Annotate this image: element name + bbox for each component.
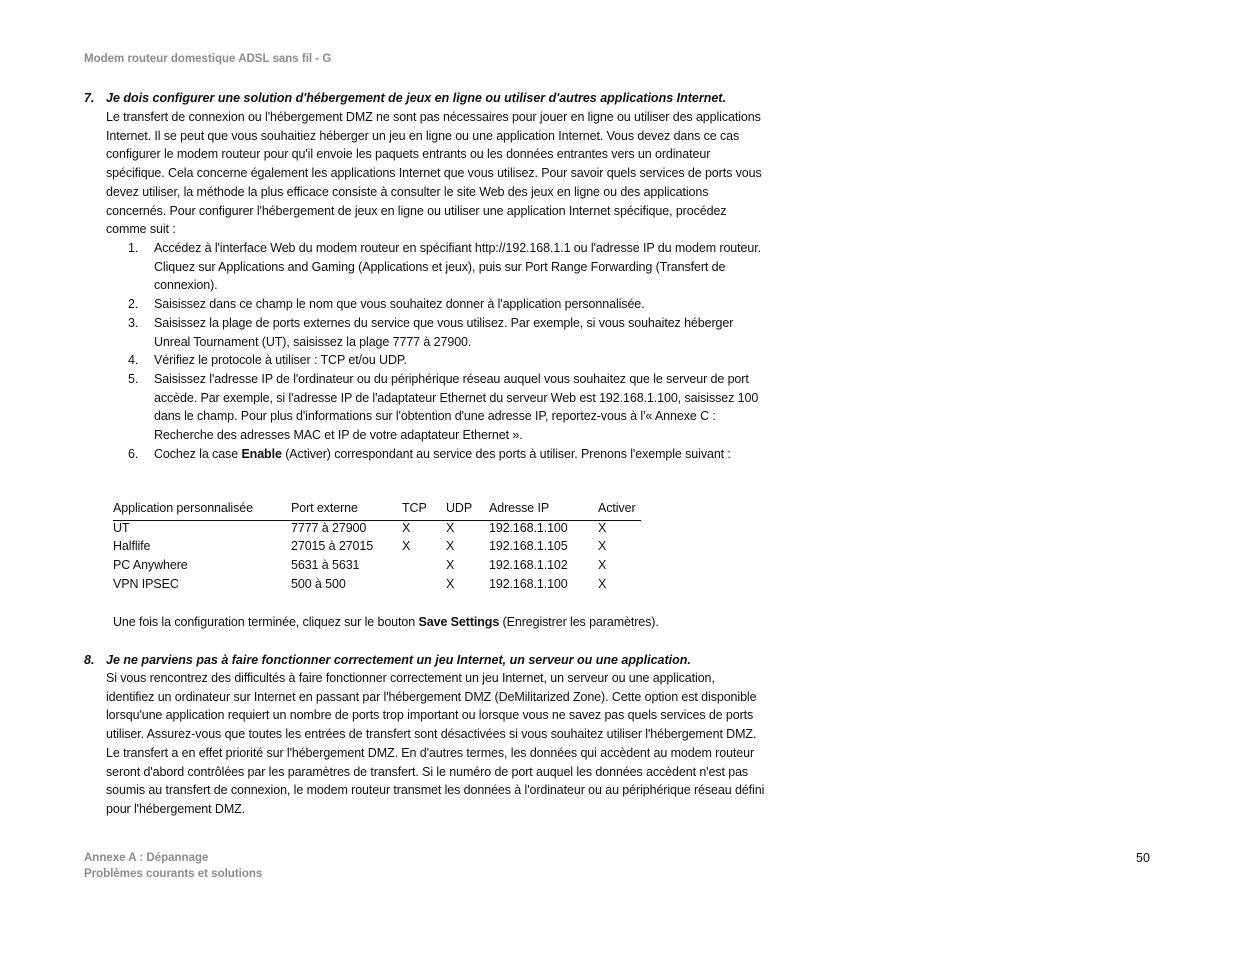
footer-subsection: Problèmes courants et solutions <box>84 868 263 880</box>
running-header: Modem routeur domestique ADSL sans fil - G <box>84 53 332 65</box>
step-text: Accédez à l'interface Web du modem routeur en spécifiant http://192.168.1.1 ou l'adresse IP du modem routeur. Cliquez sur Applications and Gaming (Applications et jeux), puis sur Port Range Forwarding (Transfert de connexion). <box>154 241 761 293</box>
enable-label: Enable <box>241 446 282 461</box>
port-forwarding-table <box>113 501 641 595</box>
table-cell: X <box>598 539 607 554</box>
table-cell: 192.168.1.100 <box>489 520 568 535</box>
column-header: Port externe <box>291 501 402 520</box>
step-item <box>128 314 768 351</box>
column-header: TCP <box>402 501 446 520</box>
step-text: Vérifiez le protocole à utiliser : TCP et/ou UDP. <box>154 353 407 368</box>
step-text: Saisissez dans ce champ le nom que vous souhaitez donner à l'application personnalisée. <box>154 297 645 312</box>
save-settings-label: Save Settings <box>418 615 500 629</box>
table-row <box>113 577 641 596</box>
step-number: 1. <box>128 241 139 255</box>
table-cell: 5631 à 5631 <box>291 558 360 573</box>
table-cell: X <box>598 576 607 591</box>
table-row <box>113 520 641 539</box>
page-footer <box>84 850 262 882</box>
question-8-number: 8. <box>84 653 95 667</box>
table-cell: X <box>446 520 455 535</box>
table-cell: X <box>446 539 455 554</box>
step-number: 4. <box>128 353 139 368</box>
step-item <box>128 370 768 445</box>
table-cell: 192.168.1.105 <box>489 539 568 554</box>
question-7-number: 7. <box>84 91 95 105</box>
step-number: 5. <box>128 371 139 386</box>
column-header: Adresse IP <box>489 501 598 520</box>
save-settings-instruction <box>113 613 773 632</box>
step-text: Saisissez l'adresse IP de l'ordinateur ou du périphérique réseau auquel vous souhaitez que le serveur de port accède. Par exemple, si l'adresse IP de l'adaptateur Ethernet du serveur Web est 192.168.1.100, saisissez 100 dans le champ. Pour plus d'informations sur l'obtention d'une adresse IP, reportez-vous à l'« Annexe C : Recherche des adresses MAC et IP de votre adaptateur Ethernet ». <box>154 371 759 443</box>
table-cell: PC Anywhere <box>113 558 188 573</box>
step-number: 3. <box>128 315 139 330</box>
table-cell <box>402 577 446 596</box>
table-cell: 192.168.1.102 <box>489 558 568 573</box>
table-header-row <box>113 501 641 520</box>
table-cell: UT <box>113 520 130 535</box>
table-cell: 192.168.1.100 <box>489 576 568 591</box>
table-cell: 7777 à 27900 <box>291 520 367 535</box>
step-number: 6. <box>128 446 139 461</box>
table-cell: X <box>402 539 411 554</box>
table-cell: X <box>402 520 411 535</box>
question-7-title-text: Je dois configurer une solution d'hébergement de jeux en ligne ou utiliser d'autres applications Internet. <box>106 91 726 105</box>
question-8-body: Si vous rencontrez des difficultés à faire fonctionner correctement un jeu Internet, un serveur ou une application, identifiez un ordinateur sur Internet en passant par l'hébergement DMZ (DeMilitarized Zone). Cette option est disponible lorsqu'une application requiert un nombre de ports trop important ou lorsque vous ne savez pas quels services de ports utiliser. Assurez-vous que toutes les entrées de transfert sont désactivées si vous souhaitez utiliser l'hébergement DMZ. Le transfert a en effet priorité sur l'hébergement DMZ. En d'autres termes, les données qui accèdent au modem routeur seront d'abord contrôlées par les paramètres de transfert. Si le numéro de port auquel les données accèdent n'est pas soumis au transfert de connexion, le modem routeur transmet les données à l'ordinateur ou au périphérique réseau défini pour l'hébergement DMZ. <box>106 671 765 816</box>
table-row <box>113 539 641 558</box>
step-item <box>128 239 768 295</box>
step-item <box>128 295 768 314</box>
table-row <box>113 558 641 577</box>
step-item <box>128 351 768 370</box>
column-header: UDP <box>446 501 489 520</box>
footer-section: Annexe A : Dépannage <box>84 852 209 864</box>
table-cell: 27015 à 27015 <box>291 539 374 554</box>
step-item <box>128 445 768 464</box>
step-number: 2. <box>128 297 139 312</box>
question-8-title-text: Je ne parviens pas à faire fonctionner correctement un jeu Internet, un serveur ou une application. <box>106 653 691 667</box>
question-7-title <box>84 89 784 107</box>
steps-list <box>128 239 768 463</box>
table-cell: VPN IPSEC <box>113 576 179 591</box>
column-header: Activer <box>598 501 641 520</box>
table-cell: 500 à 500 <box>291 576 346 591</box>
step-text-after: (Activer) correspondant au service des ports à utiliser. Prenons l'exemple suivant : <box>281 446 731 461</box>
save-text-after: (Enregistrer les paramètres). <box>499 615 659 629</box>
table-cell: X <box>598 520 607 535</box>
page-number: 50 <box>1136 851 1150 865</box>
column-header: Application personnalisée <box>113 501 291 520</box>
step-text-before: Cochez la case <box>154 446 242 461</box>
save-text-before: Une fois la configuration terminée, cliquez sur le bouton <box>113 615 419 629</box>
question-8-title <box>84 651 784 669</box>
table-cell: X <box>598 558 607 573</box>
step-text: Saisissez la plage de ports externes du service que vous utilisez. Par exemple, si vous souhaitez héberger Unreal Tournament (UT), saisissez la plage 7777 à 27900. <box>154 315 734 349</box>
question-7-body: Le transfert de connexion ou l'hébergement DMZ ne sont pas nécessaires pour jouer en ligne ou utiliser des applications Internet. Il se peut que vous souhaitiez héberger un jeu en ligne ou une application Internet. Vous devez dans ce cas configurer le modem routeur pour qu'il envoie les paquets entrants ou les données entrantes vers un ordinateur spécifique. Cela concerne également les applications Internet que vous utilisez. Pour savoir quels services de ports vous devez utiliser, la méthode la plus efficace consiste à consulter le site Web des jeux en ligne ou des applications concernés. Pour configurer l'hébergement de jeux en ligne ou utiliser une application Internet spécifique, procédez comme suit : <box>106 110 762 237</box>
table-cell: X <box>446 576 455 591</box>
table-cell <box>402 558 446 577</box>
table-cell: Halflife <box>113 539 151 554</box>
table-cell: X <box>446 558 455 573</box>
